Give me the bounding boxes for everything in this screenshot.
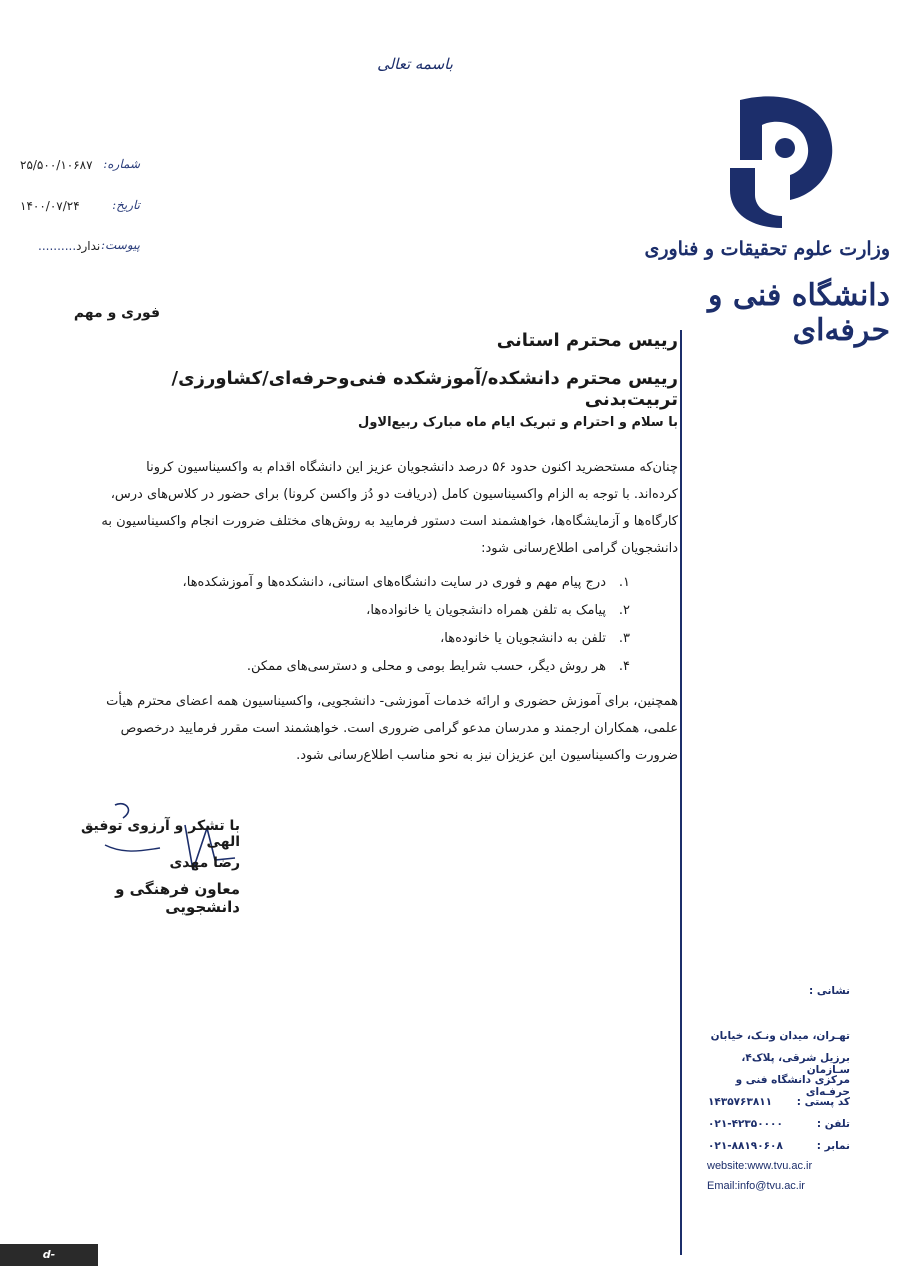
address-label: نشانی : xyxy=(809,985,850,997)
paragraph-line: ضرورت واکسیناسیون این عزیزان نیز به نحو مناسب اطلاع‌رسانی شود. xyxy=(296,748,678,763)
fax-row xyxy=(700,1140,850,1156)
source-tag: d-tabriz.tvu.ac.ir xyxy=(0,1244,98,1266)
phone-row xyxy=(700,1118,850,1134)
paragraph-line: همچنین، برای آموزش حضوری و ارائه خدمات آموزشی- دانشجویی، واکسیناسیون همه اعضای محترم هیأت xyxy=(106,694,678,709)
ministry-name: وزارت علوم تحقیقات و فناوری xyxy=(644,238,890,260)
paragraph-line: کارگاه‌ها و آزمایشگاه‌ها، خواهشمند است دستور فرمایید به روش‌های مختلف ضرورت انجام واکسیناسیون به xyxy=(101,514,678,529)
postal-code-row xyxy=(700,1096,850,1112)
signatory-name: رضا مهدی xyxy=(169,855,240,871)
list-item xyxy=(70,603,630,627)
recipient-title-1: رییس محترم استانی xyxy=(496,330,678,351)
letter-attachment-dots: .......... xyxy=(38,239,77,253)
list-item xyxy=(70,659,630,683)
fax-label: نمابر : xyxy=(816,1140,850,1152)
paragraph-line: کرده‌اند. با توجه به الزام واکسیناسیون کامل (دریافت دو دُز واکسن کرونا) برای حضور در کلاس‌های درس، xyxy=(110,487,678,502)
list-item-number: ۲. xyxy=(618,603,630,618)
letter-date-row xyxy=(20,198,140,218)
instruction-list xyxy=(70,575,630,685)
phone-value: ۰۲۱-۴۲۳۵۰۰۰۰ xyxy=(708,1118,783,1130)
list-item-number: ۱. xyxy=(618,575,630,590)
fax-value: ۰۲۱-۸۸۱۹۰۶۰۸ xyxy=(708,1140,783,1152)
university-name: دانشگاه فنی و حرفه‌ای xyxy=(707,278,890,348)
letter-attachment-label: پیوست: xyxy=(100,238,140,252)
address-line: مرکزی دانشگاه فنی و حرفـه‌ای xyxy=(735,1074,850,1098)
letter-number-value: ۲۵/۵۰۰/۱۰۶۸۷ xyxy=(20,158,93,172)
signatory-title: معاون فرهنگی و دانشجویی xyxy=(115,880,240,916)
bismillah-heading: باسمه تعالی xyxy=(377,55,453,73)
greeting-line: با سلام و احترام و تبریک ایام ماه مبارک ربیع‌الاول xyxy=(358,415,678,430)
letter-date-value: ۱۴۰۰/۰۷/۲۴ xyxy=(20,199,80,213)
website-link[interactable]: website:www.tvu.ac.ir xyxy=(707,1160,813,1172)
recipient-title-2: رییس محترم دانشکده/آموزشکده فنی‌وحرفه‌ای/کشاورزی/تربیت‌بدنی xyxy=(171,368,678,410)
address-line: تهـران، میدان ونـک، خیابان xyxy=(710,1030,850,1042)
list-item xyxy=(70,631,630,655)
letter-number-label: شماره: xyxy=(103,157,140,171)
letter-attachment-row xyxy=(20,238,140,258)
list-item-text: پیامک به تلفن همراه دانشجویان یا خانواده‌ها، xyxy=(366,603,606,618)
list-item-text: تلفن به دانشجویان یا خانوده‌ها، xyxy=(440,631,606,646)
email-link[interactable]: Email:info@tvu.ac.ir xyxy=(707,1180,805,1192)
body-paragraph-1 xyxy=(70,454,678,562)
list-item-number: ۳. xyxy=(618,631,630,646)
signature-closing: با تشکر و آرزوی توفیق الهی xyxy=(80,818,240,850)
margin-divider xyxy=(680,330,682,1255)
paragraph-line: دانشجویان گرامی اطلاع‌رسانی شود: xyxy=(481,541,678,556)
list-item-number: ۴. xyxy=(618,659,630,674)
letter-date-label: تاریخ: xyxy=(112,198,140,212)
letter-number-row xyxy=(20,157,140,177)
list-item-text: هر روش دیگر، حسب شرایط بومی و محلی و دسترسی‌های ممکن. xyxy=(246,659,606,674)
list-item-text: درج پیام مهم و فوری در سایت دانشگاه‌های استانی، دانشکده‌ها و آموزشکده‌ها، xyxy=(182,575,606,590)
address-line: برزیل شرقی، پلاک۴، سـازمان xyxy=(741,1052,850,1076)
university-logo-icon xyxy=(720,90,850,230)
body-paragraph-2 xyxy=(70,688,678,769)
letter-attachment-text: ندارد xyxy=(76,239,101,253)
letter-attachment-value xyxy=(38,239,100,253)
list-item xyxy=(70,575,630,599)
postal-code-value: ۱۴۳۵۷۶۳۸۱۱ xyxy=(708,1096,773,1108)
paragraph-line: چنان‌که مستحضرید اکنون حدود ۵۶ درصد دانشجویان عزیز این دانشگاه اقدام به واکسیناسیون کرونا xyxy=(146,460,678,475)
urgent-label: فوری و مهم xyxy=(73,305,160,321)
paragraph-line: علمی، همکاران ارجمند و مدرسان مدعو گرامی ضروری است. خواهشمند است مقرر فرمایید درخصوص xyxy=(120,721,678,736)
phone-label: تلفن : xyxy=(816,1118,850,1130)
postal-code-label: کد پستی : xyxy=(796,1096,850,1108)
